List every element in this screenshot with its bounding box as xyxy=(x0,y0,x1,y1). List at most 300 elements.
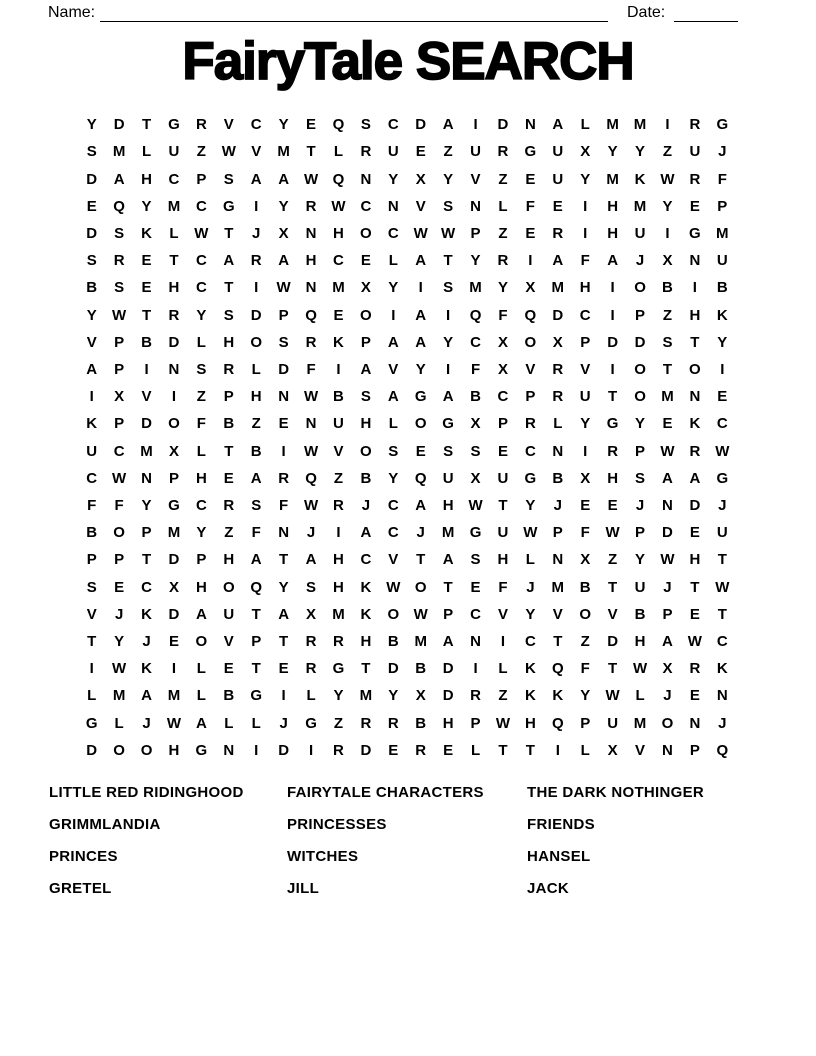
grid-cell: G xyxy=(442,415,454,433)
word-item: GRETEL xyxy=(49,880,112,897)
grid-cell: Q xyxy=(113,197,125,215)
grid-cell: A xyxy=(662,633,673,651)
grid-cell: H xyxy=(497,551,509,569)
grid-cell: T xyxy=(608,660,618,678)
grid-cell: D xyxy=(278,360,290,378)
grid-cell: F xyxy=(279,497,289,515)
grid-cell: L xyxy=(553,415,563,433)
grid-cell: T xyxy=(690,333,700,351)
grid-cell: F xyxy=(251,524,261,542)
grid-cell: D xyxy=(278,741,290,759)
grid-cell: J xyxy=(635,252,645,270)
grid-cell: K xyxy=(360,605,372,623)
grid-cell: I xyxy=(610,306,615,324)
grid-cell: Y xyxy=(388,469,399,487)
grid-cell: R xyxy=(333,633,344,651)
grid-cell: H xyxy=(689,306,701,324)
grid-cell: C xyxy=(579,306,591,324)
grid-cell: Q xyxy=(332,116,345,134)
grid-cell: G xyxy=(85,714,98,732)
grid-cell: O xyxy=(168,415,180,433)
grid-cell: C xyxy=(113,442,125,460)
grid-cell: I xyxy=(254,279,259,297)
grid-cell: H xyxy=(360,633,372,651)
grid-cell: I xyxy=(281,687,286,705)
grid-cell: S xyxy=(251,497,262,515)
grid-cell: T xyxy=(141,551,152,569)
grid-cell: B xyxy=(716,279,728,297)
name-label: Name: xyxy=(48,4,96,21)
grid-cell: M xyxy=(633,714,647,732)
grid-cell: D xyxy=(607,333,619,351)
grid-cell: T xyxy=(306,143,316,161)
grid-cell: P xyxy=(552,524,563,542)
grid-cell: K xyxy=(716,660,728,678)
grid-cell: C xyxy=(360,197,372,215)
grid-cell: X xyxy=(607,741,618,759)
grid-cell: I xyxy=(281,442,286,460)
grid-cell: P xyxy=(168,469,179,487)
grid-cell: T xyxy=(361,660,371,678)
grid-cell: Q xyxy=(250,578,263,596)
grid-cell: M xyxy=(414,633,427,651)
grid-cell: R xyxy=(278,469,290,487)
grid-cell: Y xyxy=(497,279,508,297)
grid-cell: H xyxy=(442,714,454,732)
grid-cell: H xyxy=(223,333,235,351)
grid-cell: L xyxy=(196,660,206,678)
grid-cell: S xyxy=(306,578,317,596)
grid-cell: E xyxy=(168,633,179,651)
grid-cell: Z xyxy=(498,170,508,188)
grid-cell: T xyxy=(279,551,289,569)
grid-cell: M xyxy=(633,197,647,215)
grid-cell: A xyxy=(113,170,125,188)
grid-cell: O xyxy=(222,578,235,596)
grid-cell: L xyxy=(251,360,261,378)
grid-cell: V xyxy=(251,143,262,161)
grid-cell: O xyxy=(634,388,646,406)
grid-cell: S xyxy=(223,170,234,188)
grid-cell: O xyxy=(414,415,427,433)
grid-cell: L xyxy=(251,714,261,732)
grid-cell: P xyxy=(470,224,481,242)
grid-cell: T xyxy=(416,551,426,569)
grid-cell: E xyxy=(662,415,673,433)
grid-cell: C xyxy=(716,633,728,651)
grid-cell: J xyxy=(663,578,672,596)
grid-cell: R xyxy=(552,224,564,242)
grid-cell: I xyxy=(446,360,451,378)
grid-cell: J xyxy=(361,497,371,515)
grid-cell: Z xyxy=(196,388,206,406)
page-title: FairyTale SEARCH xyxy=(182,32,634,91)
grid-cell: C xyxy=(387,524,399,542)
grid-cell: P xyxy=(114,551,125,569)
grid-cell: F xyxy=(580,524,590,542)
grid-cell: L xyxy=(114,714,124,732)
grid-cell: B xyxy=(141,333,152,351)
grid-cell: O xyxy=(113,524,125,542)
grid-cell: N xyxy=(662,497,673,515)
grid-cell: B xyxy=(86,524,98,542)
grid-cell: X xyxy=(415,170,426,188)
grid-cell: T xyxy=(717,605,727,623)
grid-cell: T xyxy=(525,741,535,759)
grid-cell: E xyxy=(497,442,508,460)
grid-cell: K xyxy=(86,415,98,433)
grid-cell: P xyxy=(470,714,481,732)
grid-cell: M xyxy=(167,197,181,215)
grid-cell: V xyxy=(333,442,344,460)
grid-cell: A xyxy=(195,605,207,623)
grid-cell: A xyxy=(305,551,317,569)
grid-cell: I xyxy=(171,660,177,678)
grid-cell: C xyxy=(497,388,509,406)
grid-cell: R xyxy=(360,143,372,161)
grid-cell: N xyxy=(360,170,372,188)
grid-cell: I xyxy=(254,197,259,215)
grid-cell: G xyxy=(250,687,263,705)
grid-cell: U xyxy=(552,143,564,161)
grid-cell: T xyxy=(717,551,727,569)
grid-cell: G xyxy=(716,469,729,487)
grid-cell: T xyxy=(553,633,563,651)
grid-cell: U xyxy=(86,442,98,460)
grid-cell: B xyxy=(415,714,427,732)
grid-cell: X xyxy=(114,388,125,406)
grid-cell: I xyxy=(610,360,615,378)
grid-cell: Z xyxy=(224,524,234,542)
grid-cell: N xyxy=(278,524,290,542)
grid-cell: R xyxy=(305,197,317,215)
grid-cell: B xyxy=(360,469,372,487)
grid-cell: G xyxy=(195,741,208,759)
grid-cell: W xyxy=(632,660,648,678)
grid-cell: T xyxy=(224,224,234,242)
grid-cell: Z xyxy=(443,143,453,161)
word-item: PRINCES xyxy=(49,848,118,865)
word-item: JACK xyxy=(527,880,570,897)
grid-cell: W xyxy=(276,279,291,297)
grid-cell: W xyxy=(523,524,538,542)
grid-cell: F xyxy=(306,360,316,378)
grid-cell: R xyxy=(524,415,536,433)
grid-cell: E xyxy=(278,415,289,433)
grid-cell: V xyxy=(470,170,481,188)
grid-cell: A xyxy=(86,360,98,378)
grid-cell: C xyxy=(86,469,98,487)
grid-cell: M xyxy=(277,143,290,161)
grid-cell: D xyxy=(168,605,180,623)
grid-cell: I xyxy=(665,224,670,242)
grid-cell: B xyxy=(250,442,262,460)
grid-cell: A xyxy=(415,252,427,270)
grid-cell: A xyxy=(415,306,427,324)
grid-cell: U xyxy=(223,605,235,623)
grid-cell: U xyxy=(716,252,728,270)
grid-cell: J xyxy=(142,714,151,732)
grid-cell: I xyxy=(418,279,423,297)
grid-cell: O xyxy=(524,333,537,351)
grid-cell: P xyxy=(360,333,371,351)
grid-cell: E xyxy=(333,306,344,324)
grid-cell: M xyxy=(359,687,373,705)
grid-cell: B xyxy=(470,388,481,406)
grid-cell: Y xyxy=(141,497,152,515)
grid-cell: M xyxy=(606,170,619,188)
grid-cell: D xyxy=(497,116,509,134)
grid-cell: D xyxy=(360,741,372,759)
grid-cell: U xyxy=(470,143,481,161)
grid-cell: C xyxy=(333,252,344,270)
grid-cell: Y xyxy=(196,524,207,542)
grid-cell: W xyxy=(605,687,620,705)
grid-cell: H xyxy=(223,551,235,569)
grid-cell: R xyxy=(689,660,701,678)
grid-cell: P xyxy=(141,524,152,542)
grid-cell: I xyxy=(583,197,588,215)
grid-cell: N xyxy=(168,360,180,378)
grid-cell: P xyxy=(196,170,207,188)
grid-cell: A xyxy=(250,551,262,569)
grid-cell: B xyxy=(552,469,564,487)
grid-cell: M xyxy=(167,524,181,542)
grid-cell: R xyxy=(497,252,509,270)
grid-cell: O xyxy=(387,605,400,623)
grid-cell: R xyxy=(250,252,262,270)
grid-cell: Z xyxy=(662,306,673,324)
grid-cell: L xyxy=(580,741,590,759)
grid-cell: H xyxy=(607,469,619,487)
grid-cell: H xyxy=(168,741,180,759)
grid-cell: W xyxy=(303,497,319,515)
grid-cell: Q xyxy=(332,170,345,188)
grid-cell: X xyxy=(497,333,508,351)
grid-cell: R xyxy=(305,660,317,678)
grid-cell: U xyxy=(634,578,646,596)
grid-cell: C xyxy=(168,170,180,188)
grid-cell: A xyxy=(250,170,262,188)
grid-cell: N xyxy=(305,224,317,242)
grid-cell: Y xyxy=(443,170,454,188)
grid-cell: S xyxy=(86,143,97,161)
grid-cell: E xyxy=(470,578,481,596)
grid-cell: Y xyxy=(580,170,591,188)
grid-cell: T xyxy=(279,633,289,651)
grid-cell: P xyxy=(251,633,262,651)
grid-cell: E xyxy=(525,224,536,242)
grid-cell: H xyxy=(607,224,619,242)
grid-cell: D xyxy=(168,551,180,569)
grid-cell: W xyxy=(221,143,236,161)
grid-cell: S xyxy=(443,442,454,460)
grid-cell: S xyxy=(443,279,454,297)
grid-cell: P xyxy=(525,388,536,406)
grid-cell: R xyxy=(387,714,399,732)
grid-cell: F xyxy=(580,660,590,678)
grid-cell: D xyxy=(552,306,564,324)
grid-cell: Y xyxy=(443,333,454,351)
grid-cell: P xyxy=(114,333,125,351)
grid-cell: Y xyxy=(114,633,125,651)
grid-cell: L xyxy=(87,687,97,705)
grid-cell: G xyxy=(524,469,537,487)
grid-cell: O xyxy=(250,333,263,351)
grid-cell: T xyxy=(251,660,261,678)
grid-cell: I xyxy=(336,524,341,542)
grid-cell: J xyxy=(114,605,124,623)
grid-cell: W xyxy=(331,197,346,215)
grid-cell: D xyxy=(415,116,427,134)
grid-cell: C xyxy=(195,279,207,297)
grid-cell: J xyxy=(526,578,535,596)
grid-cell: B xyxy=(223,687,235,705)
grid-cell: H xyxy=(333,551,344,569)
grid-cell: D xyxy=(442,687,454,705)
grid-cell: Z xyxy=(662,143,673,161)
grid-cell: X xyxy=(360,279,371,297)
grid-cell: U xyxy=(552,170,564,188)
grid-cell: D xyxy=(442,660,454,678)
grid-cell: O xyxy=(414,578,427,596)
grid-cell: H xyxy=(250,388,262,406)
grid-cell: S xyxy=(470,551,481,569)
grid-cell: P xyxy=(717,197,728,215)
grid-cell: Y xyxy=(388,687,399,705)
grid-cell: A xyxy=(278,170,290,188)
grid-cell: X xyxy=(415,687,426,705)
grid-cell: L xyxy=(525,551,535,569)
grid-cell: L xyxy=(196,687,206,705)
grid-cell: C xyxy=(716,415,728,433)
grid-cell: D xyxy=(86,741,98,759)
grid-cell: M xyxy=(716,224,729,242)
grid-cell: Y xyxy=(196,306,207,324)
grid-cell: A xyxy=(689,469,701,487)
grid-cell: S xyxy=(278,333,289,351)
grid-cell: J xyxy=(553,497,562,515)
grid-cell: R xyxy=(223,360,235,378)
grid-cell: S xyxy=(388,442,399,460)
grid-cell: T xyxy=(498,497,508,515)
grid-cell: M xyxy=(112,687,126,705)
grid-cell: V xyxy=(580,360,591,378)
grid-cell: N xyxy=(278,388,290,406)
grid-cell: R xyxy=(305,633,317,651)
word-item: FAIRYTALE CHARACTERS xyxy=(287,784,484,801)
grid-cell: A xyxy=(442,116,454,134)
grid-cell: M xyxy=(606,116,619,134)
grid-cell: Q xyxy=(524,306,537,324)
grid-cell: G xyxy=(332,660,345,678)
grid-cell: M xyxy=(661,388,674,406)
grid-cell: L xyxy=(635,687,645,705)
grid-cell: T xyxy=(87,633,97,651)
grid-cell: I xyxy=(336,360,341,378)
grid-cell: D xyxy=(113,116,125,134)
grid-cell: V xyxy=(86,333,97,351)
grid-cell: E xyxy=(607,497,618,515)
grid-cell: I xyxy=(555,741,560,759)
grid-cell: A xyxy=(442,551,454,569)
word-item: PRINCESSES xyxy=(287,816,387,833)
grid-cell: S xyxy=(360,388,371,406)
grid-cell: V xyxy=(552,605,563,623)
grid-cell: X xyxy=(552,333,563,351)
grid-cell: O xyxy=(195,633,208,651)
grid-cell: W xyxy=(441,224,456,242)
grid-cell: S xyxy=(86,252,97,270)
grid-cell: H xyxy=(195,469,207,487)
grid-cell: R xyxy=(415,741,427,759)
grid-cell: V xyxy=(223,633,234,651)
grid-cell: Q xyxy=(414,469,427,487)
grid-cell: G xyxy=(524,143,537,161)
grid-cell: R xyxy=(333,741,344,759)
grid-cell: F xyxy=(717,170,727,188)
grid-cell: E xyxy=(717,388,728,406)
grid-cell: N xyxy=(223,741,235,759)
grid-cell: A xyxy=(442,633,454,651)
grid-cell: X xyxy=(497,360,508,378)
grid-cell: L xyxy=(388,415,398,433)
grid-cell: Z xyxy=(196,143,206,161)
grid-cell: X xyxy=(168,442,179,460)
grid-cell: R xyxy=(689,116,701,134)
grid-cell: S xyxy=(223,306,234,324)
grid-cell: F xyxy=(196,415,206,433)
grid-cell: P xyxy=(114,360,125,378)
grid-cell: X xyxy=(306,605,317,623)
grid-cell: R xyxy=(195,116,207,134)
grid-cell: Q xyxy=(469,306,482,324)
grid-cell: Q xyxy=(551,714,564,732)
grid-cell: E xyxy=(552,197,563,215)
grid-cell: J xyxy=(279,714,288,732)
grid-cell: Y xyxy=(278,116,289,134)
grid-cell: J xyxy=(718,497,727,515)
word-list-column-1 xyxy=(49,777,287,905)
grid-cell: L xyxy=(388,252,398,270)
grid-cell: N xyxy=(689,252,701,270)
grid-cell: Z xyxy=(333,469,344,487)
grid-cell: D xyxy=(86,170,98,188)
grid-cell: S xyxy=(360,116,371,134)
grid-cell: S xyxy=(470,442,481,460)
grid-cell: U xyxy=(579,388,591,406)
grid-cell: C xyxy=(195,497,207,515)
grid-cell: P xyxy=(580,714,591,732)
grid-cell: B xyxy=(387,633,399,651)
grid-cell: M xyxy=(332,279,345,297)
grid-cell: L xyxy=(196,442,206,460)
grid-cell: Y xyxy=(635,415,646,433)
grid-cell: F xyxy=(470,360,481,378)
word-item: HANSEL xyxy=(527,848,591,865)
grid-cell: X xyxy=(580,469,591,487)
grid-cell: N xyxy=(716,687,728,705)
grid-cell: C xyxy=(524,633,536,651)
grid-cell: I xyxy=(391,306,396,324)
grid-cell: I xyxy=(692,279,697,297)
grid-cell: R xyxy=(470,687,481,705)
grid-cell: O xyxy=(661,714,674,732)
grid-cell: W xyxy=(413,224,428,242)
grid-cell: P xyxy=(196,551,207,569)
grid-cell: W xyxy=(715,442,730,460)
grid-cell: P xyxy=(278,306,289,324)
